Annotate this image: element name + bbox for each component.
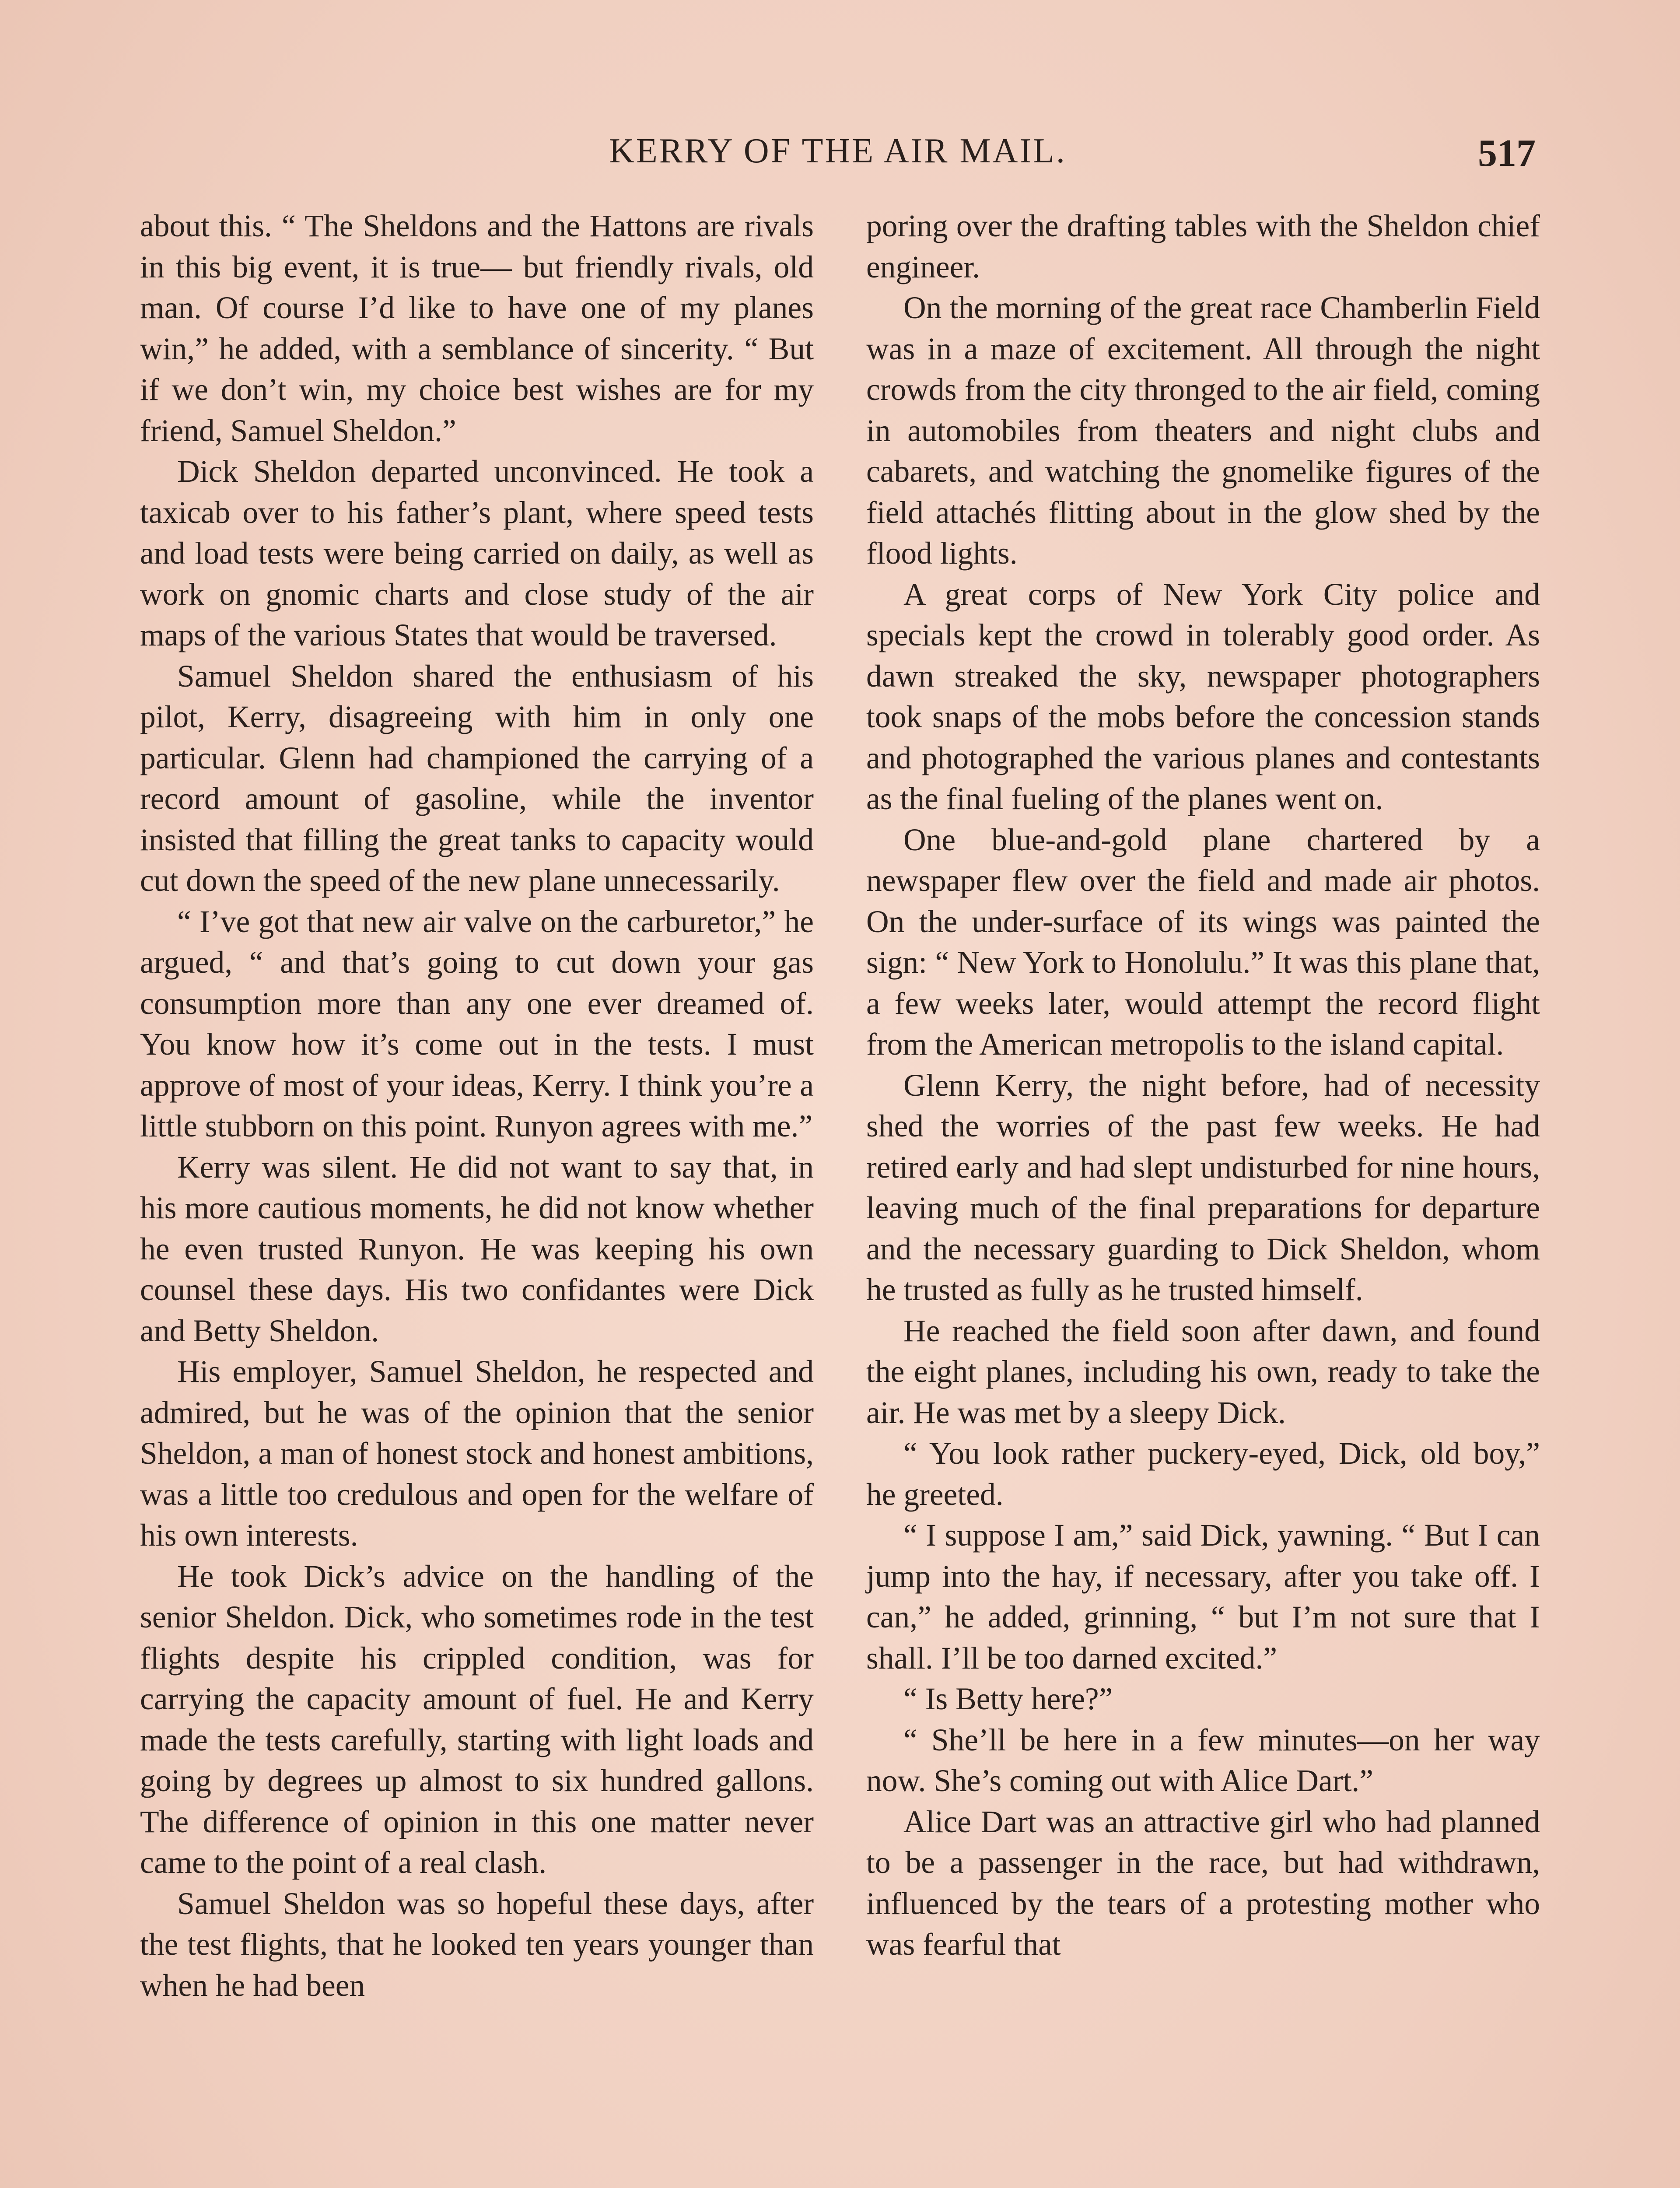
paragraph: “ You look rather puckery-eyed, Dick, old boy,” he greeted. (866, 1436, 1540, 1512)
paragraph: “ She’ll be here in a few minutes—on her way now. She’s coming out with Alice Dart.” (866, 1722, 1540, 1798)
right-column (866, 206, 1540, 2188)
paragraph: Alice Dart was an attractive girl who had planned to be a passenger in the race, but had withdrawn, influenced by the tears of a protesting mother who was fearful that (866, 1804, 1540, 1962)
paragraph: Dick Sheldon departed unconvinced. He took a taxicab over to his father’s plant, where speed tests and load tests were being carried on daily, as well as work on gnomic charts and close study of the air maps of the various States that would be traversed. (140, 454, 814, 652)
paragraph: Kerry was silent. He did not want to say that, in his more cautious moments, he did not know whether he even trusted Runyon. He was keeping his own counsel these days. His two confidantes were Dick and Betty Sheldon. (140, 1150, 814, 1348)
paragraph: “ I suppose I am,” said Dick, yawning. “ But I can jump into the hay, if necessary, after you take off. I can,” he added, grinning, “ but I’m not sure that I shall. I’ll be too darned excited.” (866, 1518, 1540, 1676)
paragraph: Samuel Sheldon shared the enthusiasm of his pilot, Kerry, disagreeing with him in only one particular. Glenn had championed the carrying of a record amount of gasoline, while the inventor insisted that filling the great tanks to capacity would cut down the speed of the new plane unnecessarily. (140, 659, 814, 898)
paragraph: Glenn Kerry, the night before, had of necessity shed the worries of the past few weeks. He had retired early and had slept undisturbed for nine hours, leaving much of the final preparations for departure and the necessary guarding to Dick Sheldon, whom he trusted as fully as he trusted himself. (866, 1068, 1540, 1307)
page-number: 517 (1478, 132, 1536, 175)
running-title: KERRY OF THE AIR MAIL. (609, 132, 1067, 170)
paragraph: One blue-and-gold plane chartered by a newspaper flew over the field and made air photos. On the under-surface of its wings was painted the sign: “ New York to Honolulu.” It was this plane that, a few weeks later, would attempt the record flight from the American metropolis to the island capital. (866, 822, 1540, 1062)
paragraph: Samuel Sheldon was so hopeful these days, after the test flights, that he looked ten years younger than when he had been (140, 1886, 814, 2003)
paragraph: poring over the drafting tables with the Sheldon chief engineer. (866, 209, 1540, 284)
paragraph: about this. “ The Sheldons and the Hattons are rivals in this big event, it is true— but friendly rivals, old man. Of course I’d like to have one of my planes win,” he added, with a semblance of sincerity. “ But if we don’t win, my choice best wishes are for my friend, Samuel Sheldon.” (140, 209, 814, 448)
paragraph: He took Dick’s advice on the handling of the senior Sheldon. Dick, who sometimes rode in the test flights despite his crippled condition, was for carrying the capacity amount of fuel. He and Kerry made the tests carefully, starting with light loads and going by degrees up almost to six hundred gallons. The difference of opinion in this one matter never came to the point of a real clash. (140, 1559, 814, 1880)
paragraph: A great corps of New York City police and specials kept the crowd in tolerably good order. As dawn streaked the sky, newspaper photographers took snaps of the mobs before the concession stands and photographed the various planes and contestants as the final fueling of the planes went on. (866, 577, 1540, 816)
paragraph: He reached the field soon after dawn, and found the eight planes, including his own, ready to take the air. He was met by a sleepy Dick. (866, 1313, 1540, 1430)
page-header (140, 131, 1536, 184)
left-column (140, 206, 814, 2188)
paragraph: “ I’ve got that new air valve on the carburetor,” he argued, “ and that’s going to cut down your gas consumption more than any one ever dreamed of. You know how it’s come out in the tests. I must approve of most of your ideas, Kerry. I think you’re a little stubborn on this point. Runyon agrees with me.” (140, 904, 814, 1143)
paragraph: On the morning of the great race Chamberlin Field was in a maze of excitement. All through the night crowds from the city thronged to the air field, coming in automobiles from theaters and night clubs and cabarets, and watching the gnomelike figures of the field attachés flitting about in the glow shed by the flood lights. (866, 291, 1540, 571)
paragraph: His employer, Samuel Sheldon, he respected and admired, but he was of the opinion that the senior Sheldon, a man of honest stock and honest ambitions, was a little too credulous and open for the welfare of his own interests. (140, 1354, 814, 1553)
text-columns (140, 206, 1540, 2188)
paragraph: “ Is Betty here?” (903, 1682, 1113, 1716)
